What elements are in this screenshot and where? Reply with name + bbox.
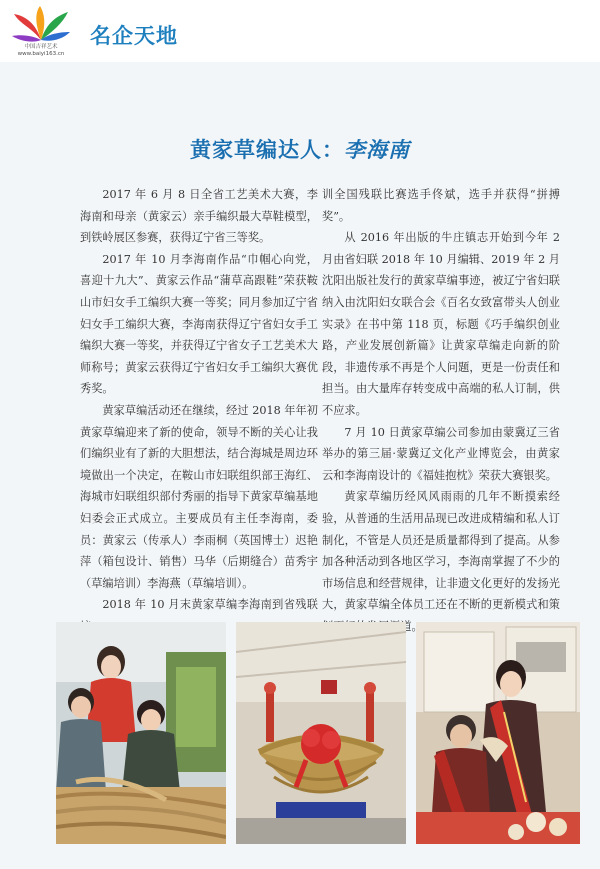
paragraph: 7 月 10 日黄家草编公司参加由蒙冀辽三省举办的第三届·蒙冀辽文化产业博览会，由黄家云和李海南设计的《福娃抱枕》荣获大赛银奖。 bbox=[322, 425, 560, 482]
paragraph: 黄家草编历经风风雨雨的几年不断摸索经验，从普通的生活用品现已改进成精编和私人订制化，不管是人员还是质量都得到了提高。从参加各种活动到各地区学习，李海南掌握了不少的市场信息和经营规律，让非遗文化更好的发扬光大，黄家草编全体员工还在不断的更新模式和策 道。 bbox=[322, 490, 560, 633]
article-title bbox=[0, 134, 600, 164]
photo-weavers-at-work bbox=[56, 622, 226, 844]
weavers-icon bbox=[56, 622, 226, 844]
left-column bbox=[80, 184, 318, 637]
basket-icon bbox=[236, 622, 406, 844]
photo-giant-woven-basket bbox=[236, 622, 406, 844]
photo-inheritors-with-sash bbox=[416, 622, 580, 844]
paragraph: 2018 年 10 月末黄家草编李海南到省残联 bbox=[102, 598, 318, 612]
logo-caption-line1: 中国吉祥艺术 bbox=[24, 44, 58, 50]
paragraph: 训全国残联比赛选手佟斌，选手并获得“拼搏奖”。 bbox=[322, 188, 560, 223]
page-header bbox=[0, 0, 600, 62]
section-title: 名企天地 bbox=[90, 24, 178, 48]
paragraph: 从 2016 年出版的牛庄镇志开始到今年 2 月由省妇联 2018 年 10 月编辑、2019 年 2 月沈阳出版社发行的黄家草编事迹，被辽宁省妇联纳入由沈阳妇女联合会《百名女致富带头人创业实录》在书中第 118 页，标题《巧手编织创业路，产业发展创新篇》让黄家草编走向新的阶段，非遗传承不再是个人问题，更是一份责任和担当。由大量库存转变成中高端的私人订制，供不应求。 bbox=[322, 231, 560, 417]
title-name: 李海南 bbox=[344, 137, 410, 162]
inheritors-icon bbox=[416, 622, 580, 844]
right-column bbox=[322, 184, 560, 637]
paragraph: 2017 年 6 月 8 日全省工艺美术大赛，李海南和母亲（黄家云）亲手编织最大草鞋模型，到铁岭展区参赛，获得辽宁省三等奖。 bbox=[80, 188, 318, 245]
paragraph: 黄家草编活动还在继续，经过 2018 年年初黄家草编迎来了新的使命，领导不断的关心让我们编织业有了新的大胆想法，结合海城是周边环境做出一个决定，在鞍山市妇联组织部王海红、海城市妇联组织部付秀丽的指导下黄家草编基地妇委会正式成立。主要成员有主任李海南，委员：黄家云（传承人）李雨桐（英国博士）迟艳萍（箱包设计、销售）马华（后期缝合）苗秀宇（草编培训）李海燕（草编培训）。 bbox=[80, 403, 318, 590]
title-prefix: 黄家草编达人： bbox=[190, 137, 344, 162]
logo-caption-line2: www.baiyi163.cn bbox=[17, 50, 65, 57]
logo-caption bbox=[6, 44, 76, 57]
paragraph: 2017 年 10 月李海南作品“巾帼心向党，喜迎十九大”、黄家云作品“蒲草高跟鞋”荣获鞍山市妇女手工编织大赛一等奖；同月参加辽宁省妇女手工编织大赛，李海南获得辽宁省妇女手工编织大赛一等奖，并获得辽宁省女子工艺美术大师称号；黄家云获得辽宁省妇女手工编织大赛优秀奖。 bbox=[80, 252, 318, 396]
